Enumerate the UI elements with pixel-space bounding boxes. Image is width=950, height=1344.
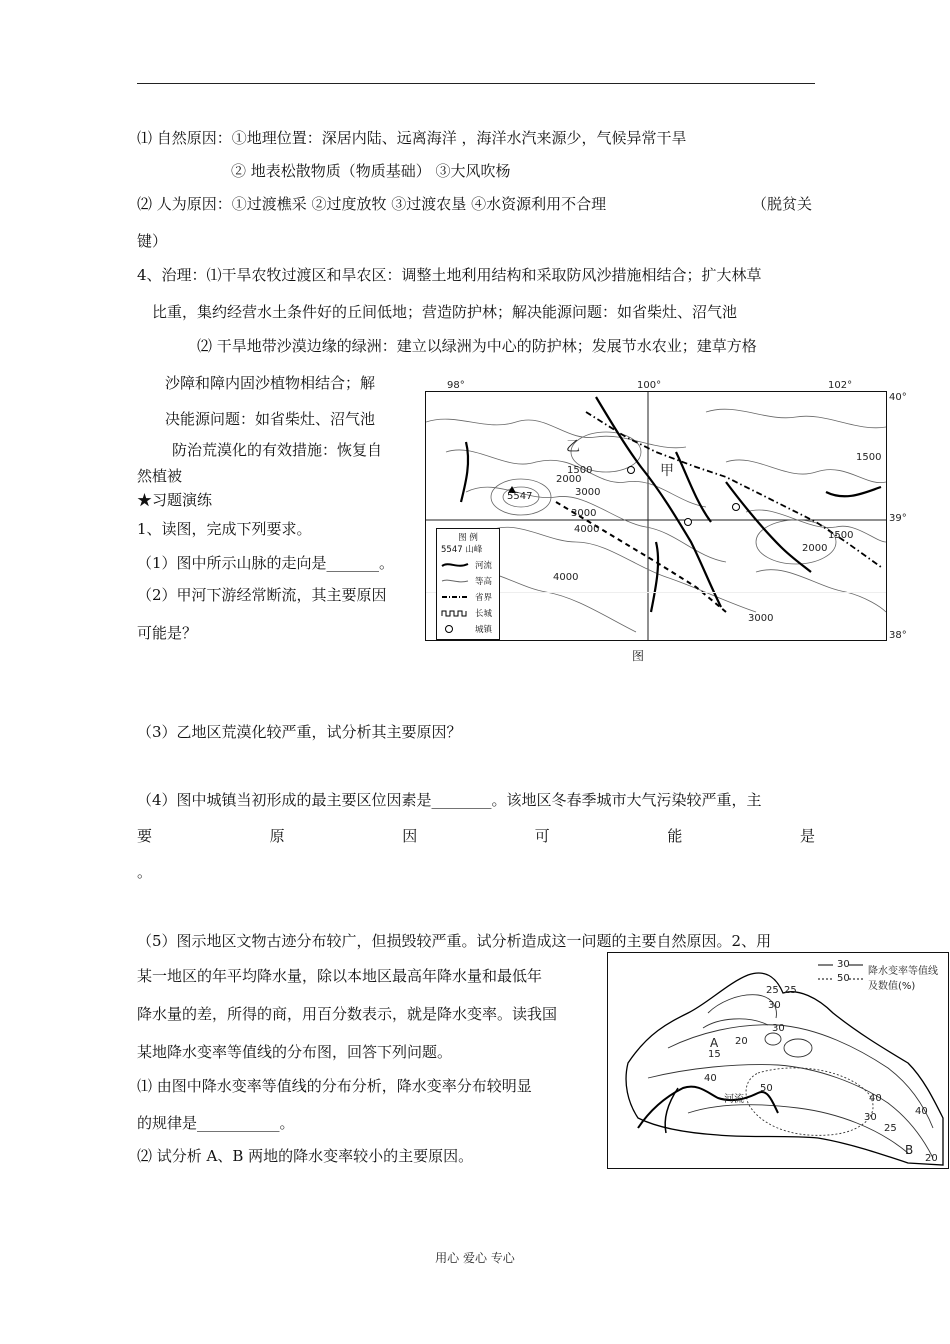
contour-label: 3000 [571, 508, 597, 519]
lon-label-100: 100° [637, 380, 662, 391]
text-line-human-causes: ⑵ 人为原因：①过渡樵采 ②过度放牧 ③过渡农垦 ④水资源利用不合理 [137, 195, 607, 213]
question-1-intro: 1、读图，完成下列要求。 [137, 520, 312, 538]
contour-label: 4000 [574, 524, 600, 535]
map2-legend-subtitle: 及数值(%) [868, 981, 916, 992]
legend-item-peak: 5547 山峰 [441, 545, 483, 555]
text-line-natural-causes: ⑴ 自然原因：①地理位置：深居内陆、远离海洋 ，海洋水汽来源少，气候异常干旱 [137, 129, 687, 147]
map-legend [436, 528, 500, 640]
contour-label: 2000 [802, 543, 828, 554]
question-2-1: ⑴ 由图中降水变率等值线的分布分析，降水变率分布较明显 [137, 1077, 532, 1095]
peak-label: 5547 [507, 491, 533, 502]
text-line-treatment-1: 4、治理：⑴干旱农牧过渡区和旱农区：调整土地利用结构和采取防风沙措施相结合；扩大林草 [137, 266, 762, 284]
isoline-value: 20 [735, 1036, 748, 1047]
place-label-jia: 甲 [660, 463, 674, 479]
question-2-intro-2: 降水量的差，所得的商，用百分数表示，就是降水变率。读我国 [137, 1005, 558, 1023]
text-line-treatment-2: 比重，集约经营水土条件好的丘间低地；营造防护林；解决能源问题：如省柴灶、沼气池 [152, 303, 738, 321]
contour-label: 4000 [553, 572, 579, 583]
lon-label-98: 98° [447, 380, 465, 391]
lat-label-39: 39° [889, 513, 907, 524]
isoline-value: 40 [704, 1073, 717, 1084]
text-line-treatment-4: 沙障和障内固沙植物相结合；解 [165, 374, 376, 392]
point-label-A: A [710, 1036, 719, 1050]
contour-label: 1500 [567, 465, 593, 476]
isoline-value: 20 [925, 1153, 938, 1164]
section-heading-exercises: ★习题演练 [137, 491, 213, 509]
isoline-value: 15 [708, 1049, 721, 1060]
question-2-intro: 某一地区的年平均降水量，除以本地区最高年降水量和最低年 [137, 967, 543, 985]
legend-item-border: 省界 [475, 593, 493, 603]
text-line-measures: 防治荒漠化的有效措施：恢复自 [172, 441, 383, 459]
isoline-value: 30 [768, 1000, 781, 1011]
map2-legend-title: 降水变率等值线 [868, 966, 938, 977]
legend-item-contour: 等高 [441, 575, 497, 587]
isoline-value: 30 [772, 1023, 785, 1034]
map-caption: 图 [632, 649, 645, 663]
text-line-key: 键） [137, 232, 168, 250]
question-1-4: （4）图中城镇当初形成的最主要区位因素是________。该地区冬春季城市大气污染较严重，主 [137, 791, 762, 809]
header-rule [137, 83, 815, 84]
lat-label-38: 38° [889, 630, 907, 641]
point-label-B: B [905, 1143, 914, 1157]
river-label: 河流 [724, 1094, 744, 1105]
text-line-treatment-5: 决能源问题：如省柴灶、沼气池 [165, 410, 376, 428]
text-line-treatment-3: ⑵ 干旱地带沙漠边缘的绿洲：建立以绿洲为中心的防护林；发展节水农业；建草方格 [197, 337, 757, 355]
contour-label: 3000 [748, 613, 774, 624]
question-2-2: ⑵ 试分析 A、B 两地的降水变率较小的主要原因。 [137, 1147, 474, 1165]
question-1-4-justified: 要 原 因 可 能 是 [137, 827, 815, 845]
text-line-measures-2: 然植被 [137, 467, 183, 485]
contour-label: 1500 [828, 530, 854, 541]
legend-value-50: 50 [837, 973, 850, 984]
lat-label-40: 40° [889, 392, 907, 403]
isoline-value: 25 [784, 985, 797, 996]
isoline-value: 40 [869, 1093, 882, 1104]
question-1-3: （3）乙地区荒漠化较严重，试分析其主要原因？ [137, 723, 462, 741]
legend-value-30: 30 [837, 959, 850, 970]
legend-item-wall: 长城 [441, 607, 497, 619]
isoline-value: 25 [766, 985, 779, 996]
question-2-intro-3: 某地降水变率等值线的分布图，回答下列问题。 [137, 1043, 453, 1061]
lon-label-102: 102° [828, 380, 853, 391]
isoline-value: 25 [884, 1123, 897, 1134]
contour-label: 2000 [556, 474, 582, 485]
question-2-1-cont: 的规律是___________。 [137, 1114, 295, 1132]
legend-item-town: 城镇 [441, 623, 497, 635]
contour-label: 1500 [856, 452, 882, 463]
isoline-value: 30 [864, 1112, 877, 1123]
question-1-5: （5）图示地区文物古迹分布较广，但损毁较严重。试分析造成这一问题的主要自然原因。2、用 [137, 932, 772, 950]
contour-label: 3000 [575, 487, 601, 498]
legend-item-river: 河流 [441, 559, 497, 571]
question-1-2: （2）甲河下游经常断流，其主要原因 [137, 586, 387, 604]
legend-title: 图 例 [458, 533, 478, 543]
text-line-human-causes-tail: （脱贫关 [752, 195, 813, 213]
page-footer: 用心 爱心 专心 [435, 1251, 515, 1265]
text-line-natural-causes-2: ② 地表松散物质（物质基础） ③大风吹杨 [231, 162, 511, 180]
question-1-1: （1）图中所示山脉的走向是_______。 [137, 554, 395, 572]
isoline-value: 40 [915, 1106, 928, 1117]
isoline-value: 50 [760, 1083, 773, 1094]
question-1-2-cont: 可能是？ [137, 624, 198, 642]
place-label-yi: 乙 [566, 439, 580, 455]
question-1-4-end: 。 [137, 863, 153, 881]
